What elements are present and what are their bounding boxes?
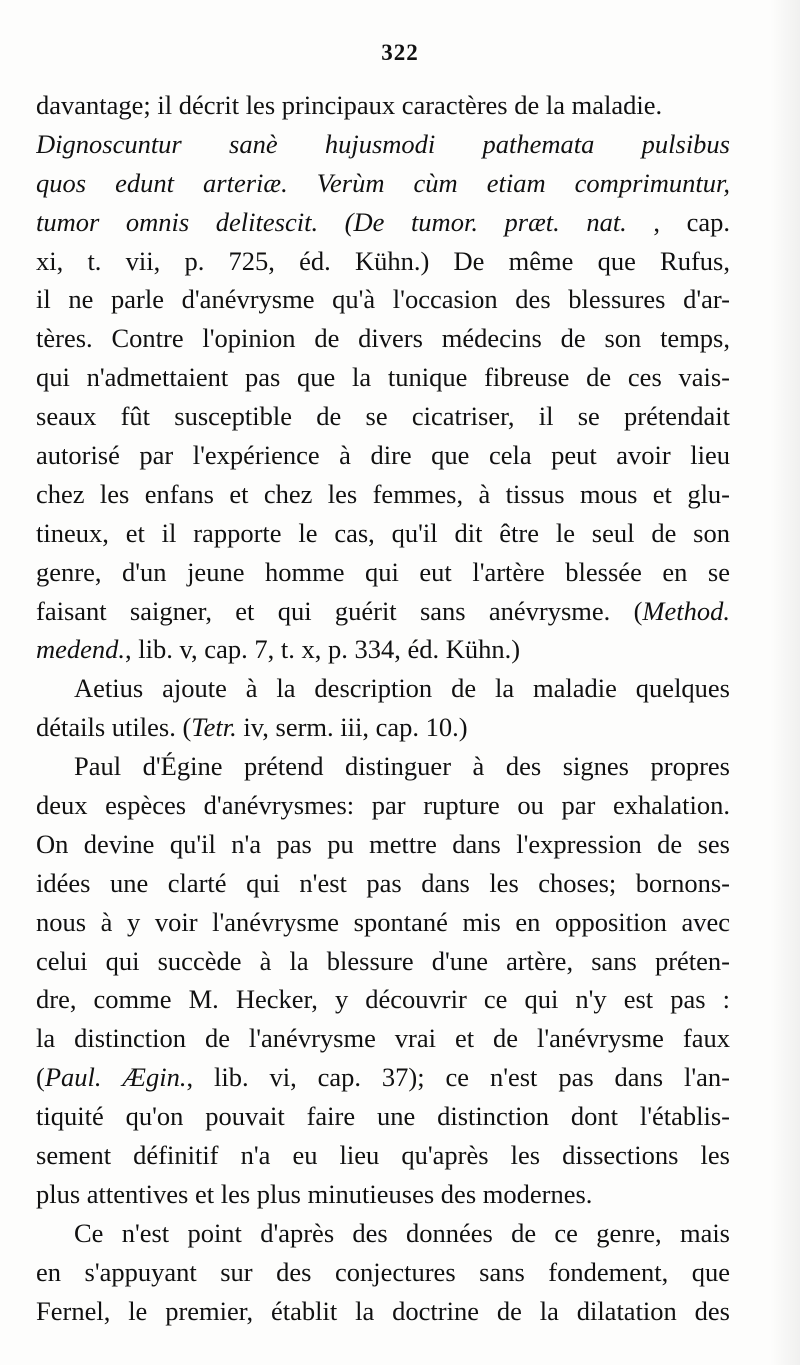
text-line xyxy=(36,592,730,631)
italic-text: tumor omnis delitescit. (De tumor. præt. nat. xyxy=(36,206,627,237)
text-segment: genre, d'un jeune homme qui eut l'artère blessée en se xyxy=(36,556,730,587)
text-line xyxy=(36,1214,730,1253)
text-line xyxy=(36,436,730,475)
text-segment: celui qui succède à la blessure d'une artère, sans préten- xyxy=(36,945,730,976)
text-segment: Aetius ajoute à la description de la maladie quelques xyxy=(74,673,730,704)
text-line xyxy=(36,747,730,786)
text-line xyxy=(36,864,730,903)
text-line xyxy=(36,242,730,281)
text-line xyxy=(36,1175,730,1214)
text-segment: seaux fût susceptible de se cicatriser, il se prétendait xyxy=(36,401,730,432)
text-line xyxy=(36,903,730,942)
text-segment: , cap. xyxy=(626,206,730,237)
text-line xyxy=(36,669,730,708)
italic-text: Method. xyxy=(642,595,730,626)
text-segment: sement définitif n'a eu lieu qu'après les dissections les xyxy=(36,1140,730,1171)
italic-text: medend. xyxy=(36,634,126,665)
text-line xyxy=(36,514,730,553)
text-segment: xi, t. vii, p. 725, éd. Kühn.) De même que Rufus, xyxy=(36,245,730,276)
text-line xyxy=(36,164,730,203)
text-segment: idées une clarté qui n'est pas dans les choses; bornons- xyxy=(36,867,730,898)
text-line xyxy=(36,358,730,397)
text-line xyxy=(36,1292,730,1331)
italic-text: Tetr. xyxy=(191,712,237,743)
text-segment: tiquité qu'on pouvait faire une distinction dont l'établis- xyxy=(36,1101,730,1132)
text-line xyxy=(36,942,730,981)
text-line xyxy=(36,397,730,436)
text-segment: faisant saigner, et qui guérit sans anévrysme. ( xyxy=(36,595,643,626)
text-segment: Paul d'Égine prétend distinguer à des signes propres xyxy=(74,751,730,782)
text-segment: deux espèces d'anévrysmes: par rupture ou par exhalation. xyxy=(36,790,730,821)
text-segment: , lib. vi, cap. 37); ce n'est pas dans l'an- xyxy=(186,1062,730,1093)
text-segment: il ne parle d'anévrysme qu'à l'occasion des blessures d'ar- xyxy=(36,284,730,315)
text-segment: On devine qu'il n'a pas pu mettre dans l'expression de ses xyxy=(36,828,730,859)
text-line xyxy=(36,630,730,669)
text-segment: davantage; il décrit les principaux caractères de la maladie. xyxy=(36,90,663,120)
text-segment: , lib. v, cap. 7, t. x, p. 334, éd. Kühn.) xyxy=(125,634,521,665)
text-line xyxy=(36,1136,730,1175)
italic-text: quos edunt arteriæ. Verùm cùm etiam comprimuntur, xyxy=(36,167,730,198)
text-line xyxy=(36,825,730,864)
text-segment: nous à y voir l'anévrysme spontané mis en opposition avec xyxy=(36,906,730,937)
text-segment: chez les enfans et chez les femmes, à tissus mous et glu- xyxy=(36,478,730,509)
text-segment: ( xyxy=(36,1062,45,1093)
text-segment: iv, serm. iii, cap. 10.) xyxy=(236,712,468,743)
page-number: 322 xyxy=(381,40,419,65)
text-line xyxy=(36,86,730,125)
text-segment: en s'appuyant sur des conjectures sans fondement, que xyxy=(36,1256,730,1287)
text-line xyxy=(36,475,730,514)
text-line xyxy=(36,1253,730,1292)
text-line xyxy=(36,1058,730,1097)
text-segment: qui n'admettaient pas que la tunique fibreuse de ces vais- xyxy=(36,362,730,393)
text-line xyxy=(36,280,730,319)
body-text xyxy=(36,86,730,1331)
text-line xyxy=(36,553,730,592)
page-edge-shadow xyxy=(770,0,800,1365)
text-segment: tineux, et il rapporte le cas, qu'il dit être le seul de son xyxy=(36,517,730,548)
text-line xyxy=(36,708,730,747)
text-line xyxy=(36,1097,730,1136)
text-segment: Fernel, le premier, établit la doctrine de la dilatation des xyxy=(36,1295,730,1326)
italic-text: Paul. Ægin. xyxy=(44,1062,187,1093)
text-line xyxy=(36,786,730,825)
italic-text: Dignoscuntur sanè hujusmodi pathemata pulsibus xyxy=(36,128,730,159)
text-segment: tères. Contre l'opinion de divers médecins de son temps, xyxy=(36,323,730,354)
text-segment: détails utiles. ( xyxy=(36,712,192,743)
text-segment: dre, comme M. Hecker, y découvrir ce qui n'y est pas : xyxy=(36,984,730,1015)
text-line xyxy=(36,319,730,358)
text-line xyxy=(36,125,730,164)
text-segment: plus attentives et les plus minutieuses des modernes. xyxy=(36,1178,593,1209)
text-line xyxy=(36,203,730,242)
text-segment: la distinction de l'anévrysme vrai et de l'anévrysme faux xyxy=(36,1023,730,1054)
text-segment: autorisé par l'expérience à dire que cela peut avoir lieu xyxy=(36,440,730,471)
text-line xyxy=(36,1019,730,1058)
text-segment: Ce n'est point d'après des données de ce genre, mais xyxy=(74,1217,730,1248)
text-line xyxy=(36,980,730,1019)
